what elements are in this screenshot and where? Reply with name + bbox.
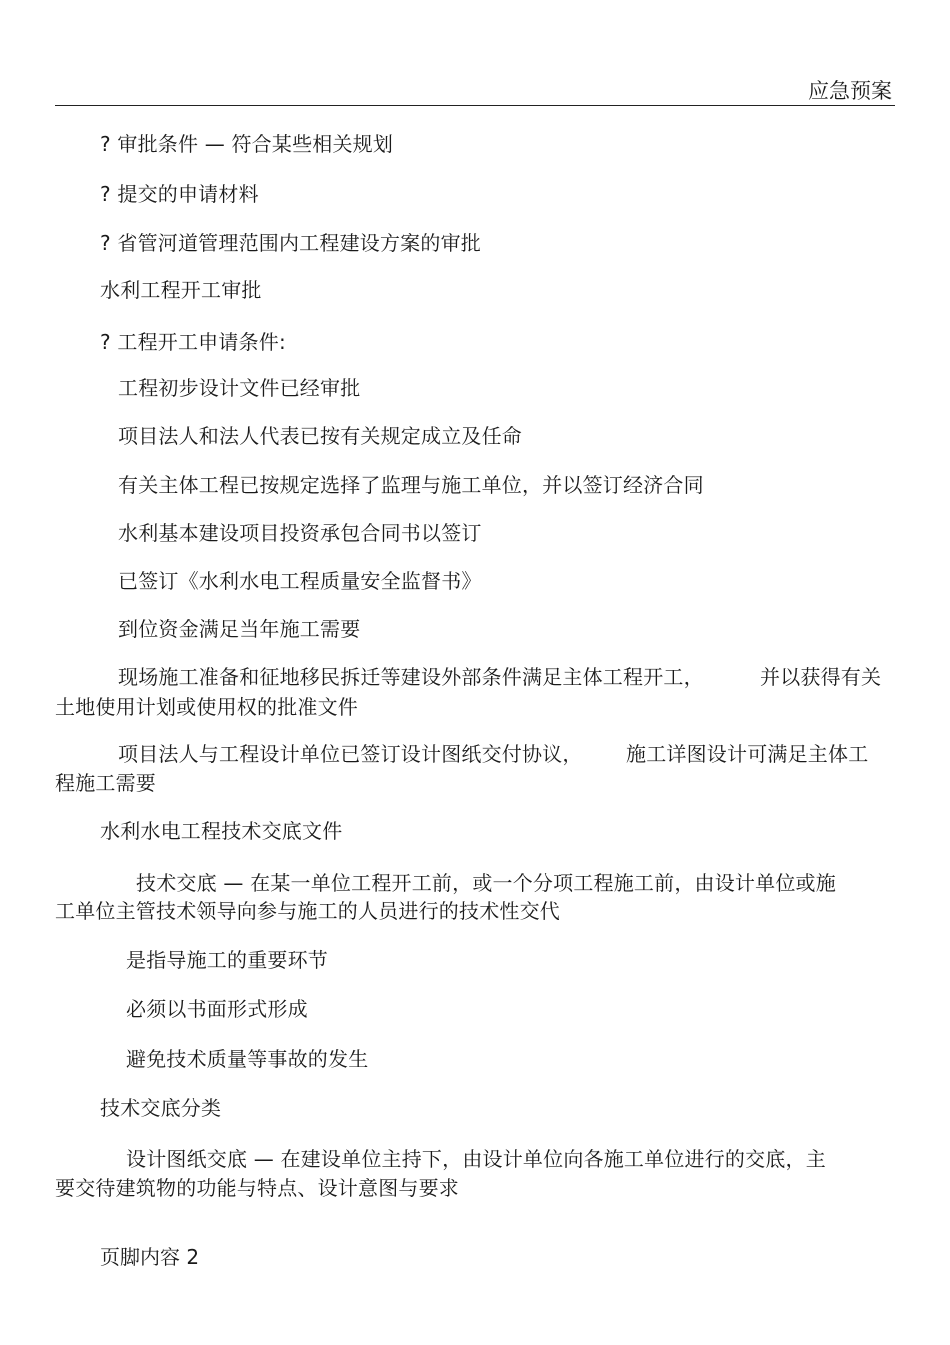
- condition-item: 项目法人与工程设计单位已签订设计图纸交付协议，: [118, 742, 583, 766]
- condition-item: 到位资金满足当年施工需要: [118, 617, 361, 641]
- section-heading-technical-briefing: 水利水电工程技术交底文件: [100, 819, 343, 843]
- definition-technical-briefing-wrap: 工单位主管技术领导向参与施工的人员进行的技术性交代: [55, 899, 560, 923]
- condition-item: 已签订《水利水电工程质量安全监督书》: [118, 569, 482, 593]
- condition-item-wrap: 土地使用计划或使用权的批准文件: [55, 695, 358, 719]
- condition-item-continued: 并以获得有关: [760, 665, 882, 689]
- definition-design-drawing-briefing: 设计图纸交底 — 在建设单位主持下，由设计单位向各施工单位进行的交底，主: [126, 1147, 826, 1171]
- page-header-title: 应急预案: [808, 79, 892, 103]
- section-heading-briefing-types: 技术交底分类: [100, 1096, 222, 1120]
- page-footer: 页脚内容 2: [100, 1245, 200, 1269]
- condition-item: 工程初步设计文件已经审批: [118, 376, 361, 400]
- condition-item: 项目法人和法人代表已按有关规定成立及任命: [118, 424, 522, 448]
- bullet-river-approval: ? 省管河道管理范围内工程建设方案的审批: [100, 231, 481, 255]
- bullet-application-materials: ? 提交的申请材料: [100, 182, 259, 206]
- header-divider: [55, 105, 895, 106]
- briefing-point: 必须以书面形式形成: [126, 997, 308, 1021]
- definition-design-drawing-briefing-wrap: 要交待建筑物的功能与特点、设计意图与要求: [55, 1176, 459, 1200]
- condition-item: 水利基本建设项目投资承包合同书以签订: [118, 521, 482, 545]
- briefing-point: 避免技术质量等事故的发生: [126, 1047, 369, 1071]
- bullet-approval-conditions: ? 审批条件 — 符合某些相关规划: [100, 132, 394, 156]
- condition-item: 现场施工准备和征地移民拆迁等建设外部条件满足主体工程开工，: [118, 665, 704, 689]
- condition-item: 有关主体工程已按规定选择了监理与施工单位，并以签订经济合同: [118, 473, 704, 497]
- definition-technical-briefing: 技术交底 — 在某一单位工程开工前，或一个分项工程施工前，由设计单位或施: [136, 871, 836, 895]
- condition-item-wrap: 程施工需要: [55, 771, 156, 795]
- section-heading-construction-approval: 水利工程开工审批: [100, 278, 262, 302]
- briefing-point: 是指导施工的重要环节: [126, 948, 328, 972]
- condition-item-continued: 施工详图设计可满足主体工: [626, 742, 869, 766]
- bullet-start-conditions: ? 工程开工申请条件:: [100, 330, 286, 354]
